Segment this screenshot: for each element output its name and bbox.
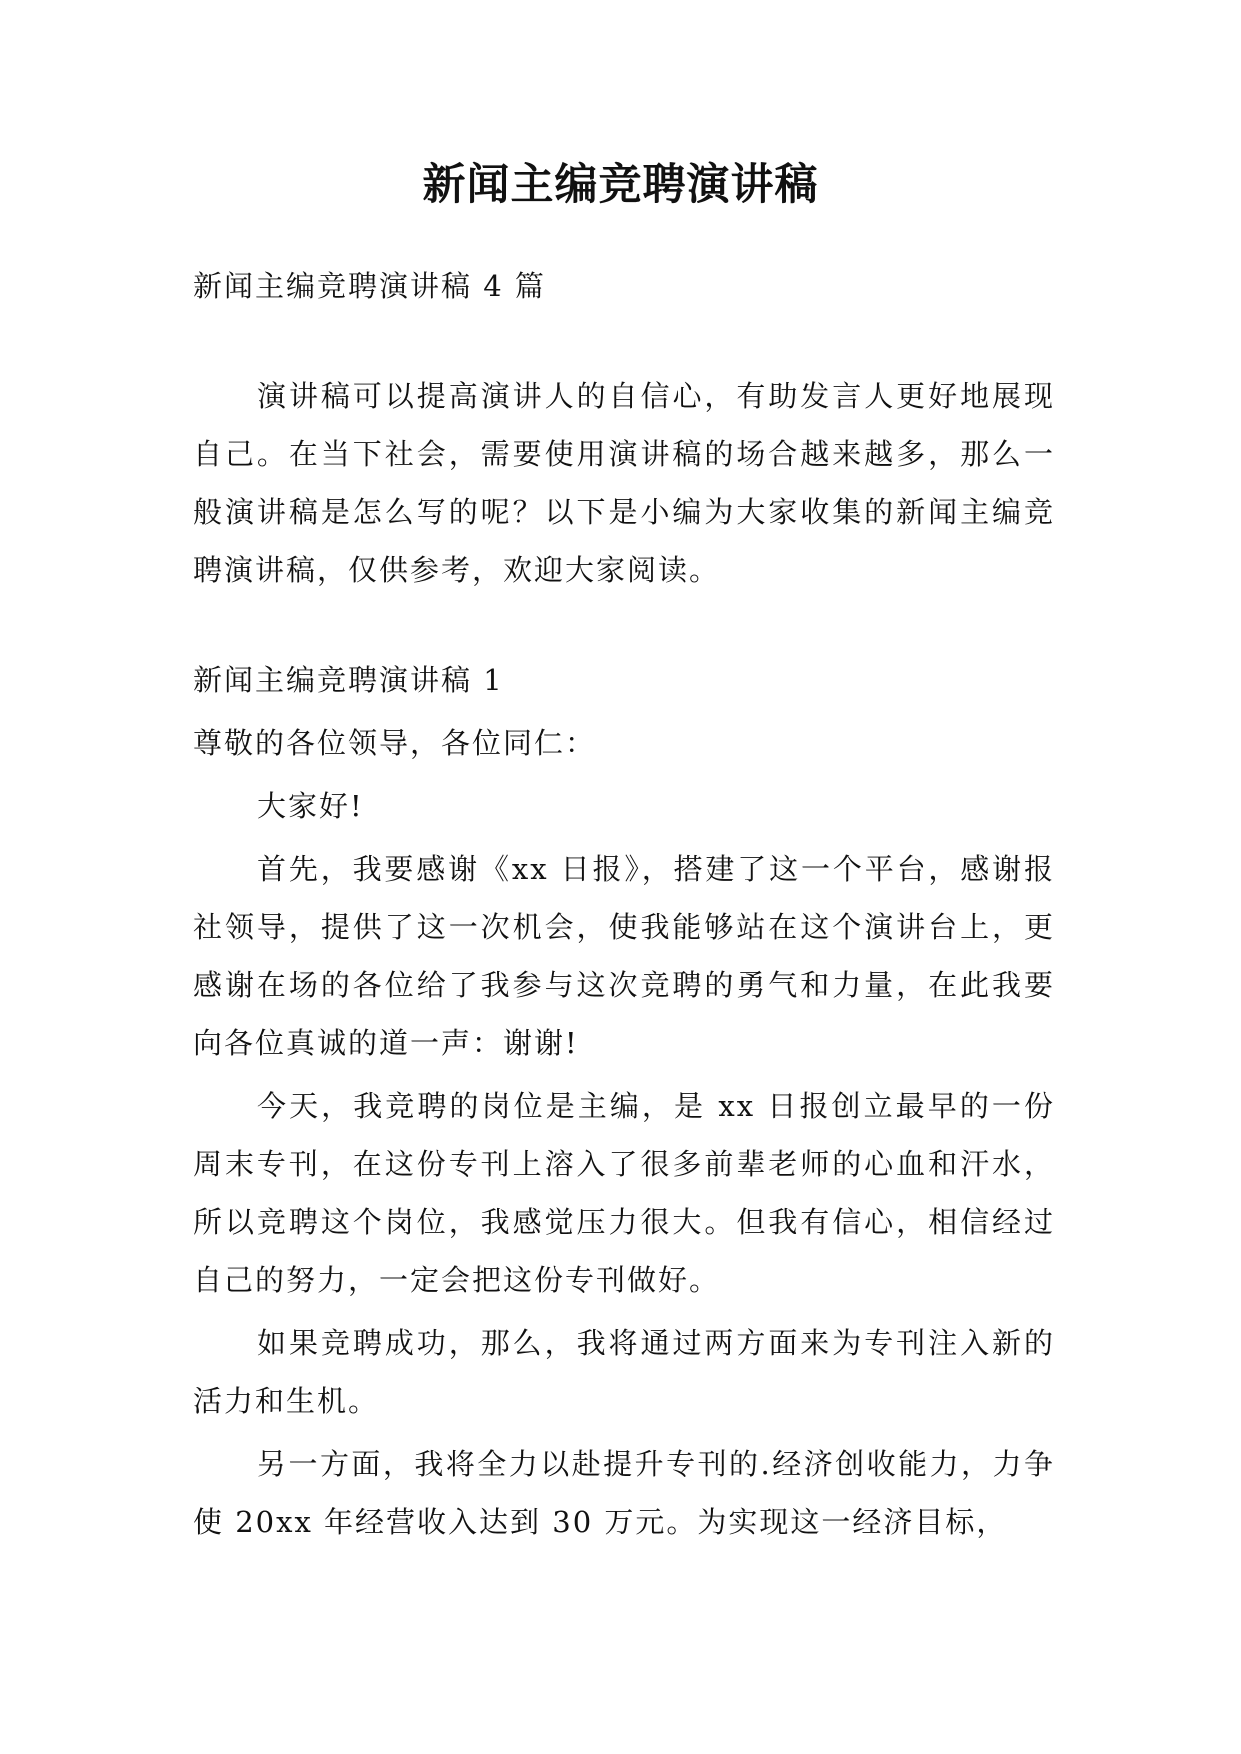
body-paragraph: 如果竞聘成功，那么，我将通过两方面来为专刊注入新的活力和生机。 [193,1326,1055,1418]
body-paragraph: 另一方面，我将全力以赴提升专刊的.经济创收能力，力争使 20xx 年经营收入达到 30 万元。为实现这一经济目标， [193,1447,1055,1539]
body-paragraph: 首先，我要感谢《xx 日报》，搭建了这一个平台，感谢报社领导，提供了这一次机会，使我能够站在这个演讲台上，更感谢在场的各位给了我参与这次竞聘的勇气和力量，在此我要向各位真诚的道一声：谢谢! [193,852,1055,1060]
salutation: 尊敬的各位领导，各位同仁： [193,726,597,760]
document-subtitle: 新闻主编竞聘演讲稿 4 篇 [193,269,546,303]
document-body [193,257,1055,1551]
section-heading: 新闻主编竞聘演讲稿 1 [193,663,504,697]
document-title: 新闻主编竞聘演讲稿 [422,160,819,210]
intro-paragraph: 演讲稿可以提高演讲人的自信心，有助发言人更好地展现自己。在当下社会，需要使用演讲稿的场合越来越多，那么一般演讲稿是怎么写的呢？以下是小编为大家收集的新闻主编竞聘演讲稿，仅供参考，欢迎大家阅读。 [193,379,1055,587]
greeting: 大家好! [257,789,364,823]
body-paragraph: 今天，我竞聘的岗位是主编，是 xx 日报创立最早的一份周末专刊，在这份专刊上溶入了很多前辈老师的心血和汗水，所以竞聘这个岗位，我感觉压力很大。但我有信心，相信经过自己的努力，一定会把这份专刊做好。 [193,1089,1055,1297]
